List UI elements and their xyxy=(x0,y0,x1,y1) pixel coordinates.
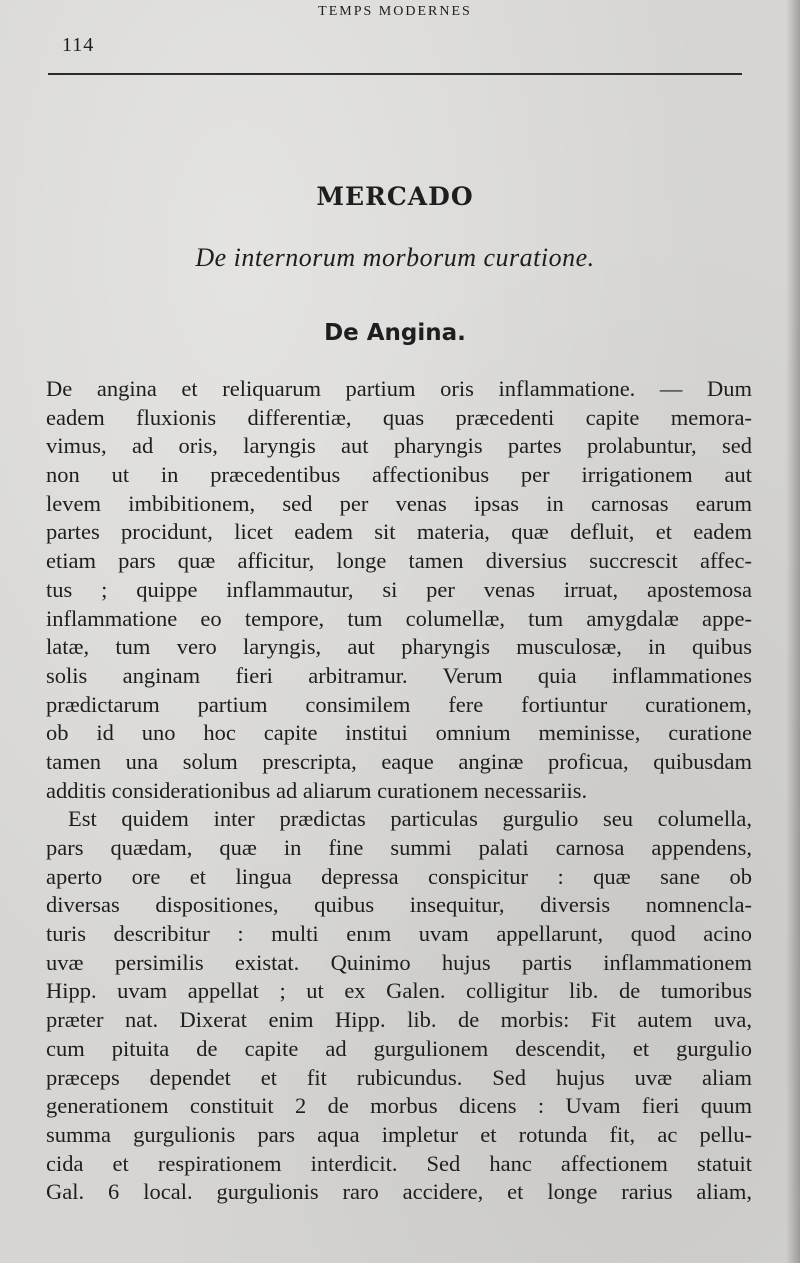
article-title: MERCADO xyxy=(316,182,474,211)
text-line: levem imbibitionem, sed per venas ipsas in carnosas earum xyxy=(46,490,752,516)
text-line: præceps dependet et fit rubicundus. Sed hujus uvæ aliam xyxy=(46,1064,752,1090)
text-line: inflammatione eo tempore, tum columellæ, tum amygdalæ appe- xyxy=(46,605,752,631)
text-line: pars quædam, quæ in fine summi palati carnosa appendens, xyxy=(46,835,752,860)
text-line: Hipp. uvam appellat ; ut ex Galen. colligitur lib. de tumoribus xyxy=(46,978,752,1004)
text-line: solis anginam fieri arbitramur. Verum quia inflammationes xyxy=(46,662,752,688)
text-line: ob id uno hoc capite institui omnium meminisse, curatione xyxy=(46,720,752,746)
header-rule xyxy=(48,73,742,75)
text-line: uvæ persimilis existat. Quinimo hujus partis inflammationem xyxy=(46,949,752,975)
text-line: additis considerationibus ad aliarum curationem necessariis. xyxy=(46,777,588,803)
text-line: diversas dispositiones, quibus insequitur, diversis nomnencla- xyxy=(46,892,752,918)
text-line: turis describitur : multi enım uvam appellarunt, quod acino xyxy=(46,921,752,947)
text-line: eadem fluxionis differentiæ, quas præcedenti capite memora- xyxy=(46,404,752,430)
text-line: cida et respirationem interdicit. Sed hanc affectionem statuit xyxy=(46,1150,752,1176)
text-line: tamen una solum prescripta, eaque anginæ proficua, quibusdam xyxy=(46,748,752,774)
page-number: 114 xyxy=(62,34,95,56)
text-line: partes procidunt, licet eadem sit materia, quæ defluit, et eadem xyxy=(46,519,752,545)
text-line: prædictarum partium consimilem fere fortiuntur curationem, xyxy=(46,691,752,717)
text-line: præter nat. Dixerat enim Hipp. lib. de morbis: Fit autem uva, xyxy=(46,1007,752,1033)
body-text xyxy=(46,375,752,1207)
text-line: vimus, ad oris, laryngis aut pharyngis partes prolabuntur, sed xyxy=(46,433,752,459)
text-line: etiam pars quæ afficitur, longe tamen diversius succrescit affec- xyxy=(46,548,752,574)
running-head: TEMPS MODERNES xyxy=(318,4,472,19)
section-heading: De Angina. xyxy=(324,320,466,346)
text-line: generationem constituit 2 de morbus dicens : Uvam fieri quum xyxy=(46,1093,752,1119)
text-line: tus ; quippe inflammautur, si per venas irruat, apostemosa xyxy=(46,576,752,602)
text-line: latæ, tum vero laryngis, aut pharyngis musculosæ, in quibus xyxy=(46,634,752,660)
text-line: Gal. 6 local. gurgulionis raro accidere, et longe rarius aliam, xyxy=(46,1179,752,1205)
text-line: aperto ore et lingua depressa conspicitur : quæ sane ob xyxy=(46,863,752,889)
text-line: Est quidem inter prædictas particulas gurgulio seu columella, xyxy=(68,806,752,832)
text-line: De angina et reliquarum partium oris inflammatione. — Dum xyxy=(46,376,752,401)
article-subtitle: De internorum morborum curatione. xyxy=(195,243,595,272)
text-line: cum pituita de capite ad gurgulionem descendit, et gurgulio xyxy=(46,1035,752,1061)
text-line: non ut in præcedentibus affectionibus per irrigationem aut xyxy=(46,462,752,488)
page-header xyxy=(48,34,744,64)
text-line: summa gurgulionis pars aqua impletur et rotunda fit, ac pellu- xyxy=(46,1121,752,1147)
